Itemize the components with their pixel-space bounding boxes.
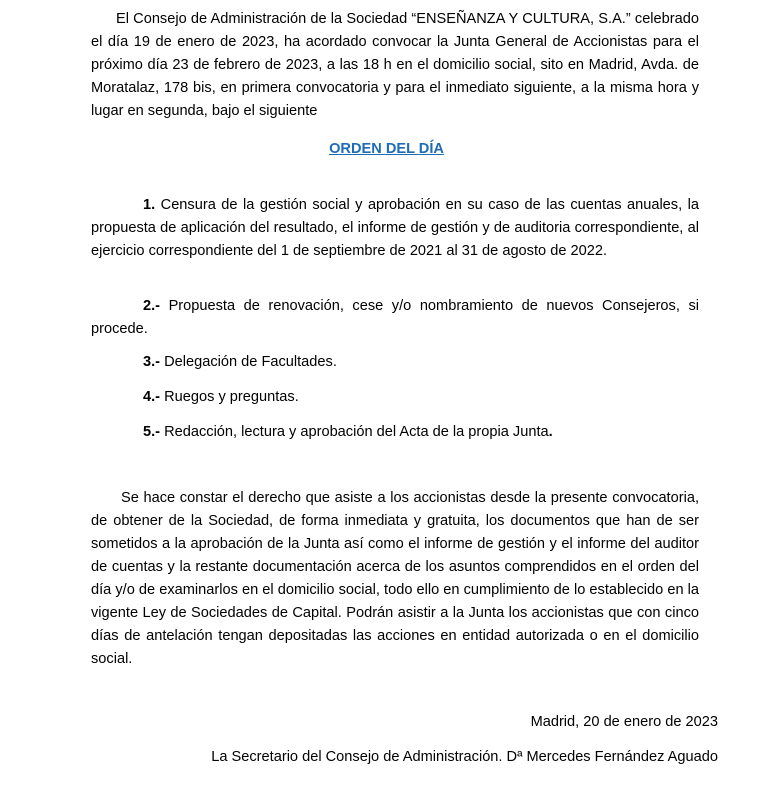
signature-line: La Secretario del Consejo de Administración. Dª Mercedes Fernández Aguado bbox=[211, 749, 718, 765]
agenda-item-trailing: . bbox=[548, 424, 553, 440]
agenda-item-1 bbox=[91, 194, 699, 263]
agenda-item-text: Redacción, lectura y aprobación del Acta de la propia Junta bbox=[160, 424, 549, 440]
agenda-title: ORDEN DEL DÍA bbox=[329, 141, 444, 157]
agenda-item-text: Ruegos y preguntas. bbox=[160, 389, 299, 405]
agenda-item-2 bbox=[91, 295, 699, 341]
agenda-item-5 bbox=[91, 421, 699, 444]
intro-paragraph: El Consejo de Administración de la Sociedad “ENSEÑANZA Y CULTURA, S.A.” celebrado el día 19 de enero de 2023, ha acordado convocar la Junta General de Accionistas para el próximo día 23 de febrero de 2023, a las 18 h en el domicilio social, sito en Madrid, Avda. de Moratalaz, 178 bis, en primera convocatoria y para el inmediato siguiente, a la misma hora y lugar en segunda, bajo el siguiente bbox=[91, 11, 699, 119]
agenda-item-number: 5.- bbox=[143, 424, 161, 440]
agenda-item-3 bbox=[91, 351, 699, 374]
agenda-item-text: Delegación de Facultades. bbox=[160, 354, 337, 370]
agenda-item-number: 1. bbox=[143, 197, 156, 213]
agenda-item-number: 3.- bbox=[143, 354, 161, 370]
agenda-item-4 bbox=[91, 386, 699, 409]
agenda-item-text: Propuesta de renovación, cese y/o nombramiento de nuevos Consejeros, si procede. bbox=[91, 298, 699, 337]
closing-paragraph: Se hace constar el derecho que asiste a los accionistas desde la presente convocatoria, de obtener de la Sociedad, de forma inmediata y gratuita, los documentos que han de ser sometidos a la aprobación de la Junta así como el informe de gestión y el informe del auditor de cuentas y la restante documentación acerca de los asuntos comprendidos en el orden del día y/o de examinarlos en el domicilio social, todo ello en cumplimiento de lo establecido en la vigente Ley de Sociedades de Capital. Podrán asistir a la Junta los accionistas que con cinco días de antelación tengan depositadas las acciones en entidad autorizada o en el domicilio social. bbox=[91, 490, 699, 667]
agenda-item-number: 2.- bbox=[143, 298, 161, 314]
place-date: Madrid, 20 de enero de 2023 bbox=[530, 714, 718, 730]
agenda-item-number: 4.- bbox=[143, 389, 161, 405]
agenda-item-text: Censura de la gestión social y aprobación en su caso de las cuentas anuales, la propuesta de aplicación del resultado, el informe de gestión y de auditoria correspondiente, al ejercicio correspondiente del 1 de septiembre de 2021 al 31 de agosto de 2022. bbox=[91, 197, 699, 259]
